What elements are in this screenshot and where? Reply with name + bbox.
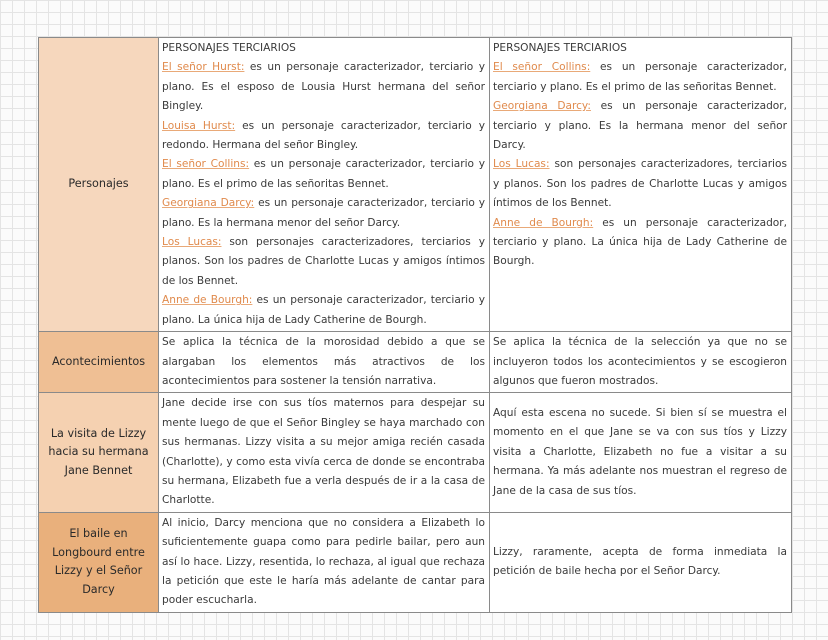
section-heading: PERSONAJES TERCIARIOS [493, 42, 627, 54]
character-entry [493, 58, 787, 97]
character-entry [493, 97, 787, 155]
cell-acontecimientos-col2: Se aplica la técnica de la selección ya que no se incluyeron todos los acontecimientos y se escogieron algunos que fueron mostrados. [490, 332, 792, 393]
character-entry [162, 117, 485, 156]
cell-personajes-col1 [159, 38, 490, 332]
cell-baile-col2: Lizzy, raramente, acepta de forma inmediata la petición de baile hecha por el Señor Darcy. [490, 512, 792, 612]
row-label-acontecimientos: Acontecimientos [39, 332, 159, 393]
character-entry [493, 155, 787, 213]
character-name: Anne de Bourgh: [162, 294, 253, 307]
character-name: El señor Hurst: [162, 61, 245, 74]
row-label-personajes: Personajes [39, 38, 159, 332]
row-label-baile: El baile en Longbourd entre Lizzy y el Señor Darcy [39, 512, 159, 612]
character-entry [162, 194, 485, 233]
character-description: es un personaje caracterizador, terciario y redondo. Hermana del señor Bingley. [162, 119, 485, 152]
character-name: El señor Collins: [493, 61, 591, 74]
cell-visita-col1: Jane decide irse con sus tíos maternos para despejar su mente luego de que el Señor Bingley se haya marchado con sus hermanas. Lizzy visita a su mejor amiga recién casada (Charlotte), y como esta vivía cerca de donde se encontraba su hermana, Elizabeth fue a verla después de ir a la casa de Charlotte. [159, 393, 490, 512]
character-name: Los Lucas: [162, 236, 222, 249]
character-name: Georgiana Darcy: [162, 197, 255, 210]
character-description: es un personaje caracterizador, terciario y plano. Es el esposo de Lousia Hurst hermana del señor Bingley. [162, 61, 485, 113]
cell-personajes-col2 [490, 38, 792, 332]
character-entry [162, 155, 485, 194]
character-description: es un personaje caracterizador, terciario y plano. Es la hermana menor del señor Darcy. [162, 197, 485, 229]
character-name: Louisa Hurst: [162, 119, 236, 132]
character-description: es un personaje caracterizador, terciario y plano. Es la hermana menor del señor Darcy. [493, 100, 788, 152]
character-entry [162, 58, 485, 116]
cell-acontecimientos-col1: Se aplica la técnica de la morosidad debido a que se alargaban los elementos más atractivos de los acontecimientos para sostener la tensión narrativa. [159, 332, 490, 393]
character-name: Georgiana Darcy: [493, 100, 591, 113]
character-entry [162, 233, 485, 291]
character-description: es un personaje caracterizador, terciario y plano. Es el primo de las señoritas Bennet. [162, 158, 485, 190]
character-description: son personajes caracterizadores, terciarios y planos. Son los padres de Charlotte Lucas y amigos íntimos de los Bennet. [162, 236, 485, 287]
cell-baile-col1: Al inicio, Darcy menciona que no considera a Elizabeth lo suficientemente guapa como para pedirle bailar, pero aun así lo hace. Lizzy, resentida, lo rechaza, al igual que rechaza la petición que este le haría más adelante de cantar para poder escucharla. [159, 512, 490, 612]
row-baile-longbourd [39, 512, 792, 612]
character-name: Anne de Bourgh: [493, 216, 594, 229]
character-entry [162, 291, 485, 330]
character-description: es un personaje caracterizador, terciario y plano. La única hija de Lady Catherine de Bourgh. [493, 216, 788, 268]
row-label-visita-lizzy: La visita de Lizzy hacia su hermana Jane Bennet [39, 393, 159, 512]
character-name: Los Lucas: [493, 158, 550, 171]
character-entry [493, 214, 787, 272]
character-description: es un personaje caracterizador, terciario y plano. La única hija de Lady Catherine de Bourgh. [162, 294, 486, 326]
row-personajes [39, 38, 792, 332]
row-acontecimientos [39, 332, 792, 393]
cell-visita-col2: Aquí esta escena no sucede. Si bien sí se muestra el momento en el que Jane se va con sus tíos y Lizzy visita a Charlotte, Elizabeth no fue a visitar a su hermana. Ya más adelante nos muestran el regreso de Jane de la casa de sus tíos. [490, 393, 792, 512]
character-name: El señor Collins: [162, 158, 250, 171]
character-description: son personajes caracterizadores, terciarios y planos. Son los padres de Charlotte Lucas y amigos íntimos de los Bennet. [493, 158, 787, 210]
section-heading: PERSONAJES TERCIARIOS [162, 42, 296, 54]
row-visita-lizzy [39, 393, 792, 512]
comparison-table [38, 37, 792, 613]
character-description: es un personaje caracterizador, terciario y plano. Es el primo de las señoritas Bennet. [493, 61, 787, 93]
